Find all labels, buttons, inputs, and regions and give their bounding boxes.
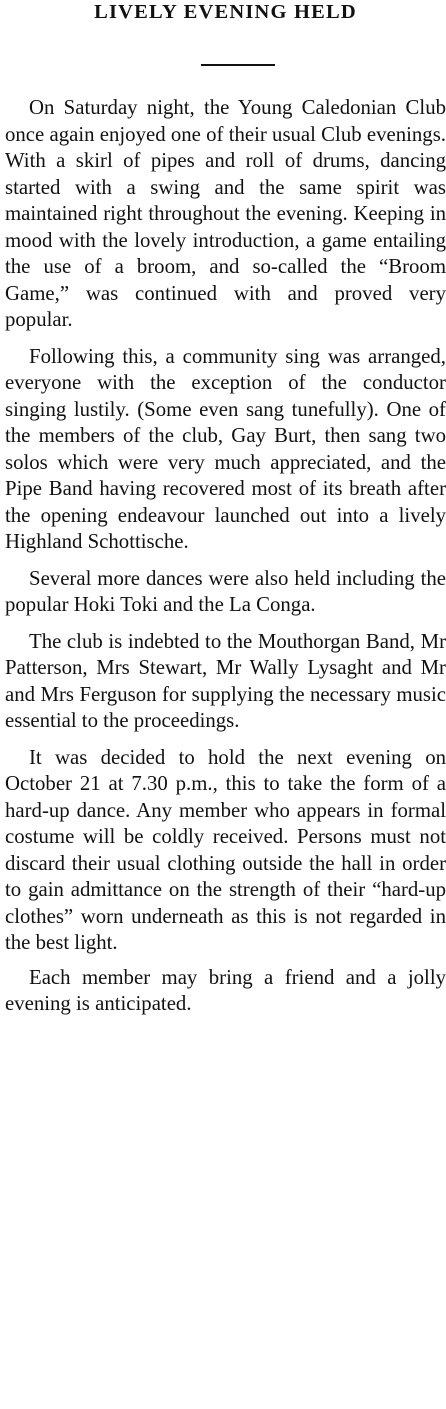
paragraph-dances: Several more dances were also held including the popular Hoki Toki and the La Conga. bbox=[5, 566, 446, 616]
article-body bbox=[5, 95, 446, 1018]
paragraph-closing: Each member may bring a friend and a jolly evening is anticipated. bbox=[5, 965, 446, 1015]
headline-divider bbox=[201, 64, 275, 66]
paragraph-community-sing: Following this, a community sing was arranged, everyone with the exception of the conductor singing lustily. (Some even sang tunefully). One of the members of the club, Gay Burt, then sang two solos which were very much appreciated, and the Pipe Band having recovered most of its breath after the opening endeavour launched out into a lively Highland Schottische. bbox=[5, 344, 446, 553]
paragraph-next-evening: It was decided to hold the next evening on October 21 at 7.30 p.m., this to take the form of a hard-up dance. Any member who appears in formal costume will be coldly received. Persons must not discard their usual clothing outside the hall in order to gain admittance on the strength of their “hard-up clothes” worn underneath as this is not regarded in the best light. bbox=[5, 745, 446, 954]
paragraph-club-evening: On Saturday night, the Young Caledonian Club once again enjoyed one of their usual Club evenings. With a skirl of pipes and roll of drums, dancing started with a swing and the same spirit was maintained right throughout the evening. Keeping in mood with the lovely introduction, a game entailing the use of a broom, and so-called the “Broom Game,” was continued with and proved very popular. bbox=[5, 96, 446, 331]
paragraph-thanks: The club is indebted to the Mouthorgan Band, Mr Patterson, Mrs Stewart, Mr Wally Lysaght and Mr and Mrs Ferguson for supplying the necessary music essential to the proceedings. bbox=[5, 629, 446, 732]
headline: LIVELY EVENING HELD bbox=[94, 1, 357, 23]
